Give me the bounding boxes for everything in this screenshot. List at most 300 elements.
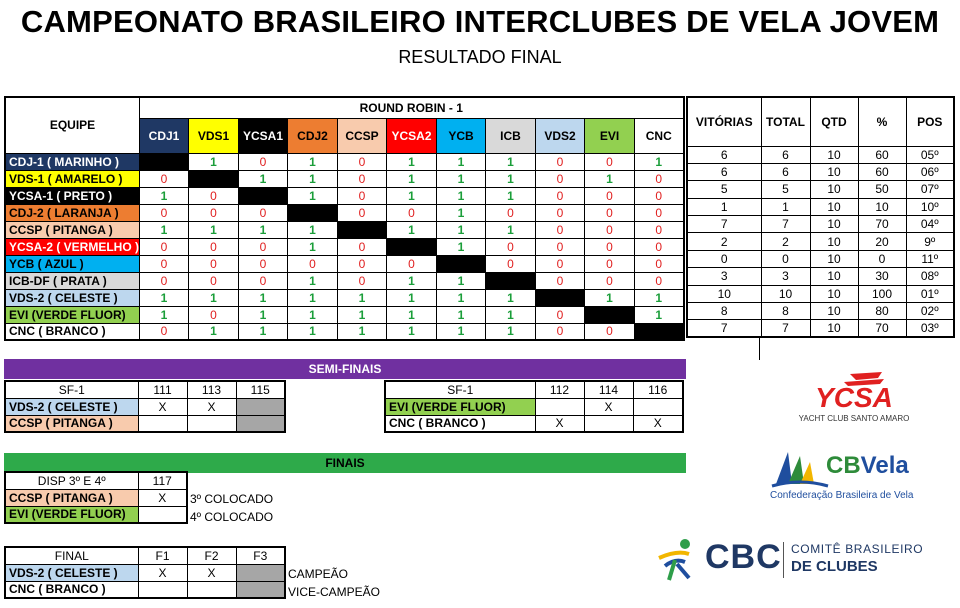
result-cell: 0 — [338, 187, 387, 204]
stats-cell: 5 — [761, 181, 810, 198]
result-cell: 1 — [387, 272, 437, 289]
result-cell: 0 — [536, 170, 585, 187]
result-cell: 1 — [387, 153, 437, 170]
stats-cell: 70 — [858, 320, 906, 337]
result-cell: 0 — [189, 306, 239, 323]
header-cell: 112 — [535, 381, 584, 398]
team-name: YCSA-2 ( VERMELHO ) — [5, 238, 140, 255]
table-row — [5, 187, 684, 204]
table-row — [5, 581, 285, 598]
result-cell: 0 — [486, 255, 536, 272]
column-header-ycsa2: YCSA2 — [387, 119, 437, 153]
stats-cell: 6 — [761, 163, 810, 180]
semi-final-left-table — [4, 380, 286, 433]
match-cell — [535, 398, 584, 415]
cbvela-logo-vela: Vela — [860, 452, 909, 479]
table-row — [5, 170, 684, 187]
result-cell: 1 — [437, 238, 486, 255]
stats-cell: 10 — [810, 146, 858, 163]
cbvela-logo-tagline: Confederação Brasileira de Vela — [770, 490, 914, 501]
header-cell: SF-1 — [385, 381, 535, 398]
team-name: VDS-2 ( CELESTE ) — [5, 564, 138, 581]
result-cell: 1 — [338, 289, 387, 306]
table-row — [5, 153, 684, 170]
match-cell — [584, 415, 633, 432]
result-cell: 1 — [486, 221, 536, 238]
team-name: EVI (VERDE FLUOR) — [5, 506, 138, 523]
result-cell: 0 — [635, 170, 684, 187]
match-cell — [236, 564, 285, 581]
table-row — [687, 268, 954, 285]
match-cell: X — [584, 398, 633, 415]
stats-cell: 10 — [810, 216, 858, 233]
match-cell — [187, 415, 236, 432]
result-cell: 1 — [635, 153, 684, 170]
result-cell: 1 — [288, 153, 338, 170]
match-cell — [187, 581, 236, 598]
stats-cell: 1 — [687, 198, 761, 215]
result-cell: 1 — [437, 323, 486, 340]
fourth-place-note: 4º COLOCADO — [190, 510, 274, 524]
result-cell: 0 — [585, 153, 635, 170]
result-cell: 1 — [239, 323, 288, 340]
result-cell: 0 — [536, 323, 585, 340]
table-row — [687, 163, 954, 180]
match-cell: X — [138, 564, 187, 581]
table-row — [385, 415, 683, 432]
result-cell: 1 — [239, 306, 288, 323]
final-table — [4, 546, 286, 599]
result-cell: 0 — [140, 170, 189, 187]
team-name: YCB ( AZUL ) — [5, 255, 140, 272]
stats-cell: 2 — [761, 233, 810, 250]
stats-cell: 80 — [858, 303, 906, 320]
header-cell: 111 — [138, 381, 187, 398]
result-cell: 1 — [437, 289, 486, 306]
table-row — [5, 204, 684, 221]
result-cell: 1 — [288, 221, 338, 238]
result-cell: 0 — [288, 255, 338, 272]
result-cell: 1 — [486, 153, 536, 170]
header-cell: 113 — [187, 381, 236, 398]
stats-cell: 1 — [761, 198, 810, 215]
stats-cell: 70 — [858, 216, 906, 233]
stats-cell: 03º — [906, 320, 954, 337]
team-name: VDS-1 ( AMARELO ) — [5, 170, 140, 187]
third-place-table — [4, 471, 188, 524]
stats-cell: 6 — [687, 163, 761, 180]
result-cell: 0 — [239, 238, 288, 255]
stats-cell: 20 — [858, 233, 906, 250]
stats-cell: 07º — [906, 181, 954, 198]
team-name: YCSA-1 ( PRETO ) — [5, 187, 140, 204]
round-robin-group-header: ROUND ROBIN - 1 — [140, 97, 684, 119]
diagonal-cell — [536, 289, 585, 306]
result-cell: 0 — [486, 204, 536, 221]
match-cell: X — [138, 489, 187, 506]
table-row — [687, 233, 954, 250]
result-cell: 0 — [387, 204, 437, 221]
diagonal-cell — [338, 221, 387, 238]
result-cell: 0 — [585, 187, 635, 204]
result-cell: 0 — [585, 272, 635, 289]
header-cell: FINAL — [5, 547, 138, 564]
result-cell: 0 — [189, 255, 239, 272]
column-header-cdj2: CDJ2 — [288, 119, 338, 153]
header-cell: F2 — [187, 547, 236, 564]
match-cell — [633, 398, 683, 415]
stats-cell: 0 — [687, 250, 761, 267]
stats-cell: 10 — [810, 181, 858, 198]
result-cell: 1 — [239, 170, 288, 187]
sail-wave-icon — [770, 448, 830, 490]
result-cell: 0 — [585, 255, 635, 272]
stats-cell: 8 — [761, 303, 810, 320]
result-cell: 1 — [140, 289, 189, 306]
table-row — [687, 216, 954, 233]
match-cell — [138, 581, 187, 598]
table-row — [5, 221, 684, 238]
stats-cell: 60 — [858, 163, 906, 180]
stats-cell: 11º — [906, 250, 954, 267]
result-cell: 1 — [437, 221, 486, 238]
match-cell: X — [187, 564, 236, 581]
table-row — [5, 564, 285, 581]
column-header-icb: ICB — [486, 119, 536, 153]
table-row — [687, 320, 954, 337]
header-cell: F3 — [236, 547, 285, 564]
table-row — [687, 303, 954, 320]
team-name: ICB-DF ( PRATA ) — [5, 272, 140, 289]
diagonal-cell — [288, 204, 338, 221]
stats-cell: 10 — [810, 268, 858, 285]
stats-cell: 50 — [858, 181, 906, 198]
result-cell: 1 — [585, 289, 635, 306]
table-header-row — [5, 472, 187, 489]
result-cell: 1 — [387, 306, 437, 323]
result-cell: 0 — [486, 238, 536, 255]
table-row — [687, 146, 954, 163]
result-cell: 1 — [486, 306, 536, 323]
team-name: VDS-2 ( CELESTE ) — [5, 289, 140, 306]
stats-cell: 7 — [761, 320, 810, 337]
result-cell: 0 — [635, 187, 684, 204]
cbc-logo-line1: COMITÊ BRASILEIRO — [791, 542, 924, 556]
table-row — [5, 398, 285, 415]
stats-header: % — [858, 97, 906, 146]
stats-header: POS — [906, 97, 954, 146]
table-row — [5, 272, 684, 289]
result-cell: 1 — [387, 187, 437, 204]
result-cell: 0 — [140, 238, 189, 255]
table-row — [5, 255, 684, 272]
divider-line — [759, 336, 760, 360]
page-subtitle: RESULTADO FINAL — [398, 47, 562, 67]
stats-cell: 05º — [906, 146, 954, 163]
stats-cell: 8 — [687, 303, 761, 320]
stats-cell: 30 — [858, 268, 906, 285]
result-cell: 1 — [140, 221, 189, 238]
result-cell: 1 — [486, 170, 536, 187]
stats-cell: 10 — [810, 198, 858, 215]
diagonal-cell — [189, 170, 239, 187]
header-cell: DISP 3º E 4º — [5, 472, 138, 489]
result-cell: 1 — [387, 170, 437, 187]
stats-cell: 100 — [858, 285, 906, 302]
diagonal-cell — [437, 255, 486, 272]
column-header-vds1: VDS1 — [189, 119, 239, 153]
result-cell: 0 — [189, 272, 239, 289]
result-cell: 1 — [437, 204, 486, 221]
result-cell: 0 — [140, 323, 189, 340]
diagonal-cell — [239, 187, 288, 204]
ycsa-logo — [784, 368, 924, 428]
result-cell: 0 — [536, 221, 585, 238]
header-cell: 116 — [633, 381, 683, 398]
result-cell: 1 — [635, 289, 684, 306]
table-row — [5, 506, 187, 523]
stats-header: VITÓRIAS — [687, 97, 761, 146]
table-row — [5, 238, 684, 255]
result-cell: 1 — [486, 323, 536, 340]
team-name: CCSP ( PITANGA ) — [5, 489, 138, 506]
result-cell: 1 — [239, 289, 288, 306]
stats-cell: 9º — [906, 233, 954, 250]
result-cell: 1 — [387, 221, 437, 238]
cbc-logo-divider — [783, 542, 784, 578]
diagonal-cell — [486, 272, 536, 289]
result-cell: 1 — [288, 289, 338, 306]
stats-cell: 0 — [858, 250, 906, 267]
stats-cell: 10 — [687, 285, 761, 302]
result-cell: 0 — [338, 204, 387, 221]
result-cell: 1 — [437, 153, 486, 170]
column-header-evi: EVI — [585, 119, 635, 153]
result-cell: 1 — [585, 170, 635, 187]
team-name: CNC ( BRANCO ) — [5, 581, 138, 598]
column-header-ccsp: CCSP — [338, 119, 387, 153]
diagonal-cell — [635, 323, 684, 340]
table-row — [687, 250, 954, 267]
result-cell: 1 — [338, 323, 387, 340]
stats-cell: 06º — [906, 163, 954, 180]
result-cell: 0 — [585, 323, 635, 340]
match-cell — [236, 581, 285, 598]
table-row — [5, 306, 684, 323]
diagonal-cell — [585, 306, 635, 323]
header-cell: 114 — [584, 381, 633, 398]
team-name: CCSP ( PITANGA ) — [5, 415, 138, 432]
result-cell: 0 — [338, 255, 387, 272]
result-cell: 0 — [635, 238, 684, 255]
cbc-logo-line2: DE CLUBES — [791, 558, 878, 575]
result-cell: 0 — [338, 153, 387, 170]
team-name: CDJ-2 ( LARANJA ) — [5, 204, 140, 221]
stats-cell: 08º — [906, 268, 954, 285]
finals-band: FINAIS — [4, 453, 686, 473]
result-cell: 0 — [239, 204, 288, 221]
result-cell: 0 — [635, 204, 684, 221]
match-cell — [236, 415, 285, 432]
table-header-row — [5, 547, 285, 564]
result-cell: 0 — [239, 255, 288, 272]
team-name: CDJ-1 ( MARINHO ) — [5, 153, 140, 170]
result-cell: 0 — [536, 204, 585, 221]
stats-cell: 7 — [687, 320, 761, 337]
result-cell: 1 — [437, 170, 486, 187]
match-cell: X — [633, 415, 683, 432]
column-header-cnc: CNC — [635, 119, 684, 153]
stats-cell: 5 — [687, 181, 761, 198]
cbc-logo-name: CBC — [705, 538, 782, 576]
column-header-ycb: YCB — [437, 119, 486, 153]
column-header-vds2: VDS2 — [536, 119, 585, 153]
ycsa-logo-tagline: YACHT CLUB SANTO AMARO — [798, 414, 910, 423]
result-cell: 0 — [536, 153, 585, 170]
team-name: EVI (VERDE FLUOR) — [385, 398, 535, 415]
stats-cell: 10º — [906, 198, 954, 215]
result-cell: 0 — [140, 272, 189, 289]
stats-header: QTD — [810, 97, 858, 146]
stats-cell: 7 — [687, 216, 761, 233]
result-cell: 0 — [585, 221, 635, 238]
header-cell: F1 — [138, 547, 187, 564]
match-cell: X — [187, 398, 236, 415]
stats-cell: 0 — [761, 250, 810, 267]
standings-table — [686, 96, 955, 338]
runner-icon — [655, 536, 699, 584]
result-cell: 1 — [338, 306, 387, 323]
page-title: CAMPEONATO BRASILEIRO INTERCLUBES DE VELA JOVEM — [20, 4, 940, 39]
result-cell: 0 — [536, 306, 585, 323]
result-cell: 1 — [189, 289, 239, 306]
header-cell: 117 — [138, 472, 187, 489]
result-cell: 0 — [239, 272, 288, 289]
result-cell: 1 — [140, 187, 189, 204]
round-robin-table — [4, 96, 685, 341]
stats-cell: 10 — [810, 233, 858, 250]
result-cell: 0 — [635, 221, 684, 238]
team-name: CNC ( BRANCO ) — [385, 415, 535, 432]
stats-cell: 6 — [761, 146, 810, 163]
table-row — [5, 323, 684, 340]
header-cell: SF-1 — [5, 381, 138, 398]
champion-note: CAMPEÃO — [288, 567, 349, 581]
team-name: EVI (VERDE FLUOR) — [5, 306, 140, 323]
column-header-cdj1: CDJ1 — [140, 119, 189, 153]
match-cell: X — [138, 398, 187, 415]
header-cell: 115 — [236, 381, 285, 398]
match-cell — [138, 506, 187, 523]
match-cell — [138, 415, 187, 432]
diagonal-cell — [140, 153, 189, 170]
result-cell: 1 — [288, 306, 338, 323]
stats-cell: 6 — [687, 146, 761, 163]
table-row — [5, 415, 285, 432]
result-cell: 0 — [140, 204, 189, 221]
stats-cell: 7 — [761, 216, 810, 233]
result-cell: 0 — [635, 272, 684, 289]
result-cell: 0 — [536, 187, 585, 204]
team-name: VDS-2 ( CELESTE ) — [5, 398, 138, 415]
result-cell: 0 — [189, 238, 239, 255]
stats-cell: 10 — [810, 285, 858, 302]
diagonal-cell — [387, 238, 437, 255]
match-cell: X — [535, 415, 584, 432]
result-cell: 0 — [536, 255, 585, 272]
result-cell: 1 — [437, 272, 486, 289]
table-row — [385, 398, 683, 415]
result-cell: 1 — [387, 323, 437, 340]
table-row — [687, 181, 954, 198]
stats-cell: 3 — [687, 268, 761, 285]
result-cell: 1 — [189, 221, 239, 238]
result-cell: 1 — [486, 289, 536, 306]
result-cell: 1 — [387, 289, 437, 306]
equipe-header: EQUIPE — [5, 97, 140, 153]
stats-cell: 02º — [906, 303, 954, 320]
match-cell — [236, 398, 285, 415]
result-cell: 1 — [189, 323, 239, 340]
result-cell: 1 — [437, 187, 486, 204]
stats-cell: 10 — [810, 303, 858, 320]
result-cell: 0 — [536, 272, 585, 289]
result-cell: 1 — [140, 306, 189, 323]
result-cell: 1 — [288, 187, 338, 204]
semi-finals-band: SEMI-FINAIS — [4, 359, 686, 379]
stats-cell: 10 — [858, 198, 906, 215]
ycsa-logo-name: YCSA — [815, 382, 893, 413]
result-cell: 1 — [635, 306, 684, 323]
cbvela-logo — [770, 448, 930, 508]
result-cell: 0 — [536, 238, 585, 255]
result-cell: 0 — [585, 238, 635, 255]
table-row — [5, 289, 684, 306]
result-cell: 0 — [189, 204, 239, 221]
runner-up-note: VICE-CAMPEÃO — [288, 585, 381, 599]
result-cell: 0 — [338, 272, 387, 289]
third-place-note: 3º COLOCADO — [190, 492, 274, 506]
result-cell: 1 — [239, 221, 288, 238]
stats-header: TOTAL — [761, 97, 810, 146]
cbc-logo — [655, 530, 935, 590]
stats-cell: 01º — [906, 285, 954, 302]
table-row — [5, 489, 187, 506]
cbvela-logo-cb: CB — [826, 452, 861, 479]
result-cell: 1 — [437, 306, 486, 323]
table-header-row — [385, 381, 683, 398]
stats-cell: 10 — [810, 320, 858, 337]
table-row — [687, 285, 954, 302]
result-cell: 0 — [387, 255, 437, 272]
column-header-ycsa1: YCSA1 — [239, 119, 288, 153]
result-cell: 0 — [140, 255, 189, 272]
stats-cell: 10 — [761, 285, 810, 302]
stats-cell: 2 — [687, 233, 761, 250]
result-cell: 0 — [239, 153, 288, 170]
result-cell: 1 — [288, 238, 338, 255]
result-cell: 1 — [288, 272, 338, 289]
table-header-row — [5, 381, 285, 398]
result-cell: 1 — [189, 153, 239, 170]
result-cell: 0 — [635, 255, 684, 272]
team-name: CNC ( BRANCO ) — [5, 323, 140, 340]
stats-cell: 10 — [810, 250, 858, 267]
result-cell: 1 — [288, 323, 338, 340]
result-cell: 0 — [338, 238, 387, 255]
result-cell: 1 — [486, 187, 536, 204]
result-cell: 0 — [338, 170, 387, 187]
